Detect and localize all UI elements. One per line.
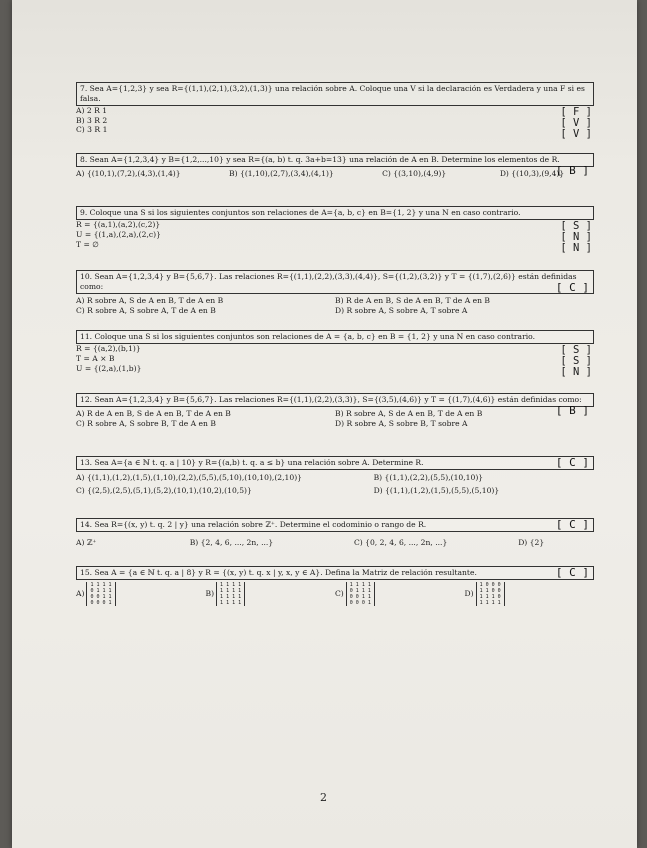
q10-option-a: A) R sobre A, S de A en B, T de A en B bbox=[76, 295, 224, 305]
q13-option-c: C) {(2,5),(2,5),(5,1),(5,2),(10,1),(10,2),(10,5)} bbox=[76, 485, 252, 495]
question-9-items bbox=[76, 219, 594, 254]
q11-item: R = {(a,2),(b,1)} bbox=[76, 343, 141, 353]
q12-option-a: A) R de A en B, S de A en B, T de A en B bbox=[76, 408, 231, 418]
relation-matrix: 1 1 1 1 0 1 1 1 0 0 1 1 0 0 0 1 bbox=[86, 582, 115, 606]
question-8 bbox=[76, 153, 594, 179]
question-12 bbox=[76, 393, 594, 429]
exam-page bbox=[12, 0, 637, 848]
question-10 bbox=[76, 270, 594, 315]
q15-option-label: B) bbox=[205, 588, 215, 598]
q14-option-c: C) {0, 2, 4, 6, ..., 2n, ...} bbox=[353, 537, 448, 547]
q13-option-b: B) {(1,1),(2,2),(5,5),(10,10)} bbox=[373, 472, 484, 482]
question-9-header bbox=[76, 206, 594, 220]
q9-handwritten-mark: [ N ] bbox=[560, 230, 592, 243]
q9-item: U = {(1,a),(2,a),(2,c)} bbox=[76, 229, 161, 239]
question-10-header bbox=[76, 270, 594, 294]
question-13-text: 13. Sea A={a ∈ ℕ t. q. a | 10} y R={(a,b) t. q. a ≤ b} una relación sobre A. Determine R. bbox=[80, 458, 424, 467]
relation-matrix: 1 1 1 1 1 1 1 1 1 1 1 1 1 1 1 1 bbox=[216, 582, 245, 606]
q15-option-c bbox=[335, 582, 465, 606]
page-number: 2 bbox=[320, 791, 327, 804]
q12-handwritten-answer: [ B ] bbox=[555, 404, 589, 417]
q9-handwritten-mark: [ S ] bbox=[560, 219, 592, 232]
q10-option-d: D) R sobre A, S sobre A, T sobre A bbox=[335, 305, 468, 315]
q8-option-c: C) {(3,10),(4,9)} bbox=[382, 168, 447, 178]
q15-option-a bbox=[76, 582, 206, 606]
q14-option-b: B) {2, 4, 6, ..., 2n, ...} bbox=[189, 537, 274, 547]
question-7-items bbox=[76, 105, 594, 140]
q15-option-label: A) bbox=[76, 588, 85, 598]
q9-handwritten-mark: [ N ] bbox=[560, 241, 592, 254]
q12-option-b: B) R sobre A, S de A en B, T de A en B bbox=[335, 408, 483, 418]
question-8-options bbox=[76, 169, 594, 179]
q15-option-b bbox=[206, 582, 336, 606]
question-11 bbox=[76, 330, 594, 378]
question-9 bbox=[76, 206, 594, 254]
question-10-text: 10. Sean A={1,2,3,4} y B={5,6,7}. Las relaciones R={(1,1),(2,2),(3,3),(4,4)}, S={(1,2),(3,2)} y T = {(1,7),(2,6)} están definidas como: bbox=[80, 272, 577, 291]
q9-item: T = ∅ bbox=[76, 239, 99, 249]
question-12-options-row2 bbox=[76, 419, 594, 429]
q8-option-b: B) {(1,10),(2,7),(3,4),(4,1)} bbox=[229, 168, 334, 178]
q8-option-a: A) {(10,1),(7,2),(4,3),(1,4)} bbox=[76, 168, 181, 178]
question-13-options-row1 bbox=[76, 473, 594, 483]
question-15-text: 15. Sea A = {a ∈ ℕ t. q. a | 8} y R = {(x, y) t. q. x | y, x, y ∈ A}. Defina la Matriz de relación resultante. bbox=[80, 568, 477, 577]
question-12-text: 12. Sean A={1,2,3,4} y B={5,6,7}. Las relaciones R={(1,1),(2,2),(3,3)}, S={(3,5),(4,6)} y T = {(1,7),(4,6)} están definidas como: bbox=[80, 395, 582, 404]
relation-matrix: 1 0 0 0 1 1 0 0 1 1 1 0 1 1 1 1 bbox=[476, 582, 505, 606]
q7-handwritten-mark: [ V ] bbox=[560, 127, 592, 140]
question-13-header bbox=[76, 456, 594, 470]
question-14 bbox=[76, 518, 594, 548]
q10-option-c: C) R sobre A, S sobre A, T de A en B bbox=[76, 305, 216, 315]
question-7 bbox=[76, 82, 594, 140]
q15-option-label: C) bbox=[335, 588, 344, 598]
question-11-items bbox=[76, 343, 594, 378]
question-14-text: 14. Sea R={(x, y) t. q. 2 | y} una relación sobre ℤ⁺. Determine el codominio o rango de R. bbox=[80, 520, 427, 529]
question-7-text: 7. Sea A={1,2,3} y sea R={(1,1),(2,1),(3,2),(1,3)} una relación sobre A. Coloque una V si la declaración es Verdadera y una F si es falsa. bbox=[80, 84, 585, 103]
question-10-options-row2 bbox=[76, 306, 594, 316]
q15-handwritten-answer: [ C ] bbox=[555, 566, 589, 579]
q10-handwritten-answer: [ C ] bbox=[555, 281, 589, 294]
question-13-options-row2 bbox=[76, 486, 594, 496]
q13-option-d: D) {(1,1),(1,2),(1,5),(5,5),(5,10)} bbox=[373, 485, 500, 495]
q7-item: B) 3 R 2 bbox=[76, 115, 108, 125]
q12-option-c: C) R sobre A, S sobre B, T de A en B bbox=[76, 418, 216, 428]
q8-handwritten-answer: [ B ] bbox=[555, 164, 589, 177]
q11-handwritten-mark: [ N ] bbox=[560, 365, 592, 378]
question-14-options bbox=[76, 538, 594, 548]
q11-handwritten-mark: [ S ] bbox=[560, 354, 592, 367]
question-8-text: 8. Sean A={1,2,3,4} y B={1,2,...,10} y sea R={(a, b) t. q. 3a+b=13} una relación de A en B. Determine los elementos de R. bbox=[80, 155, 560, 164]
q11-item: U = {(2,a),(1,b)} bbox=[76, 363, 142, 373]
question-15-options bbox=[76, 582, 594, 606]
question-12-options-row1 bbox=[76, 409, 594, 419]
question-7-header bbox=[76, 82, 594, 106]
question-13 bbox=[76, 456, 594, 496]
q13-handwritten-answer: [ C ] bbox=[555, 456, 589, 469]
q14-option-a: A) ℤ⁺ bbox=[76, 537, 97, 547]
question-9-text: 9. Coloque una S si los siguientes conjuntos son relaciones de A={a, b, c} en B={1, 2} y una N en caso contrario. bbox=[80, 208, 521, 217]
question-11-header bbox=[76, 330, 594, 344]
q14-option-d: D) {2} bbox=[518, 537, 545, 547]
question-11-text: 11. Coloque una S si los siguientes conjuntos son relaciones de A = {a, b, c} en B = {1, 2} y una N en caso contrario. bbox=[80, 332, 535, 341]
question-15-header bbox=[76, 566, 594, 580]
q14-handwritten-answer: [ C ] bbox=[555, 518, 589, 531]
q9-item: R = {(a,1),(a,2),(c,2)} bbox=[76, 219, 161, 229]
q8-option-d: D) {(10,3),(9,4)} bbox=[499, 168, 565, 178]
q12-option-d: D) R sobre A, S sobre B, T sobre A bbox=[335, 418, 468, 428]
question-15 bbox=[76, 566, 594, 606]
q7-item: A) 2 R 1 bbox=[76, 105, 108, 115]
q7-handwritten-mark: [ F ] bbox=[560, 105, 592, 118]
q7-item: C) 3 R 1 bbox=[76, 125, 108, 135]
q11-item: T = A × B bbox=[76, 353, 115, 363]
q10-option-b: B) R de A en B, S de A en B, T de A en B bbox=[335, 295, 490, 305]
q11-handwritten-mark: [ S ] bbox=[560, 343, 592, 356]
q13-option-a: A) {(1,1),(1,2),(1,5),(1,10),(2,2),(5,5),(5,10),(10,10),(2,10)} bbox=[76, 472, 303, 482]
relation-matrix: 1 1 1 1 0 1 1 1 0 0 1 1 0 0 0 1 bbox=[346, 582, 375, 606]
q15-option-d bbox=[465, 582, 595, 606]
q7-handwritten-mark: [ V ] bbox=[560, 116, 592, 129]
question-14-header bbox=[76, 518, 594, 532]
q15-option-label: D) bbox=[464, 588, 474, 598]
question-10-options-row1 bbox=[76, 296, 594, 306]
